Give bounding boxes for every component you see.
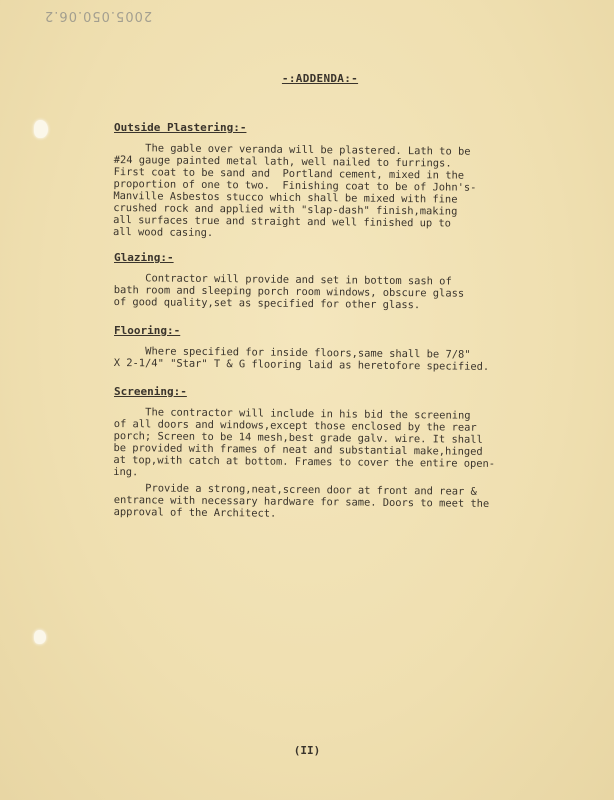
section-outside-plastering [114,122,550,238]
document-title: -:ADDENDA:- [281,72,359,85]
page-number: (II) [293,744,321,757]
section-paragraph: Where specified for inside floors,same shall be 7/8" X 2-1/4" "Star" T & G flooring laid as heretofore specified. [113,345,490,373]
archive-number: 2005.050.06.2 [44,8,153,23]
punch-hole-top [34,120,48,138]
section-heading: Flooring:- [114,324,181,337]
section-heading: Outside Plastering:- [114,121,247,134]
section-paragraph: Provide a strong,neat,screen door at front and rear & entrance with necessary hardware for same. Doors to meet the approval of the Architect. [113,482,490,520]
section-screening [114,386,550,518]
section-paragraph: Contractor will provide and set in bottom sash of bath room and sleeping porch room windows, obscure glass of good quality,set as specified for other glass. [113,272,465,312]
section-flooring [113,324,550,373]
section-paragraph: The gable over veranda will be plastered. Lath to be #24 gauge painted metal lath, well nailed to furrings. First coat to be sand and Portland cement, mixed in the proportion of one to two. Finishing coat to be of John's- Manville Asbestos stucco which shall be mixed with fine crushed rock and applied with "slap-dash" finish,making all surfaces true and straight and well finished up to all wood casing. [112,142,477,240]
section-glazing [113,251,550,312]
punch-hole-bottom [34,630,46,644]
section-heading: Screening:- [114,385,187,398]
section-paragraph: The contractor will include in his bid the screening of all doors and windows,except those enclosed by the rear porch; Screen to be 14 mesh,best grade galv. wire. It shall be provided with frames of neat and substantial make,hinged at top,with catch at bottom. Frames to cover the entire open- ing. [113,406,496,479]
section-heading: Glazing:- [114,251,174,264]
